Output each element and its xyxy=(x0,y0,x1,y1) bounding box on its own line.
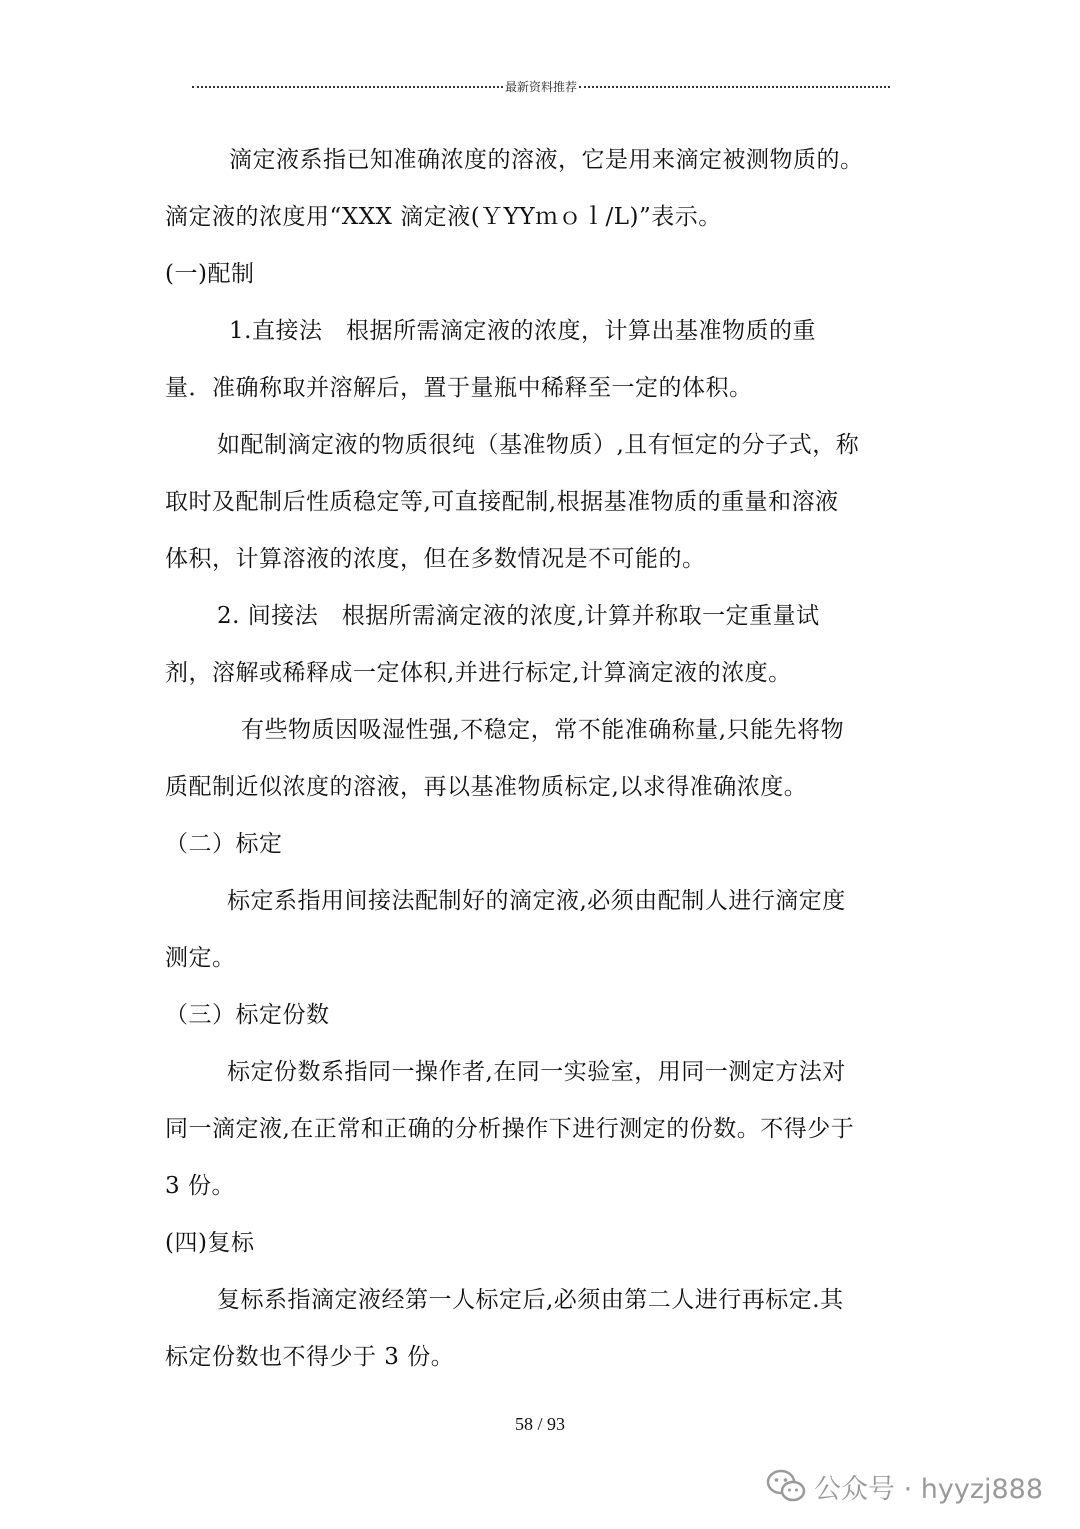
paragraph-line: 标定份数系指同一操作者,在同一实验室，用同一测定方法对 xyxy=(227,1059,846,1085)
paragraph-line: 有些物质因吸湿性强,不稳定，常不能准确称量,只能先将物 xyxy=(241,717,845,743)
paragraph-line: 滴定液的浓度用“XXX 滴定液(ＹYYｍｏｌ/L)”表示。 xyxy=(165,204,722,230)
watermark-text: 公众号 · hyyzj888 xyxy=(814,1473,1044,1505)
paragraph-line: 质配制近似浓度的溶液，再以基准物质标定,以求得准确浓度。 xyxy=(165,774,808,800)
document-body xyxy=(165,132,925,1386)
paragraph-line: 剂，溶解或稀释成一定体积,并进行标定,计算滴定液的浓度。 xyxy=(165,660,792,686)
paragraph-line: 1.直接法 根据所需滴定液的浓度，计算出基准物质的重 xyxy=(229,318,816,344)
paragraph-line: 滴定液系指已知准确浓度的溶液，它是用来滴定被测物质的。 xyxy=(229,147,864,173)
section-heading: （三）标定份数 xyxy=(165,1002,330,1028)
paragraph-line: 同一滴定液,在正常和正确的分析操作下进行测定的份数。不得少于 xyxy=(165,1116,855,1142)
paragraph-line: 取时及配制后性质稳定等,可直接配制,根据基准物质的重量和溶液 xyxy=(165,489,839,515)
wechat-icon xyxy=(766,1469,806,1503)
watermark xyxy=(766,1462,1043,1510)
header-text: 最新资料推荐 xyxy=(505,79,578,94)
header-dotted-rule-right xyxy=(579,86,890,88)
paragraph-line: 标定份数也不得少于 3 份。 xyxy=(165,1344,455,1370)
paragraph-line: 如配制滴定液的物质很纯（基准物质）,且有恒定的分子式，称 xyxy=(217,432,860,458)
header-dotted-rule-left xyxy=(192,86,503,88)
section-heading: (一)配制 xyxy=(165,261,255,287)
paragraph-line: 量．准确称取并溶解后，置于量瓶中稀释至一定的体积。 xyxy=(165,375,753,401)
paragraph-line: 复标系指滴定液经第一人标定后,必须由第二人进行再标定.其 xyxy=(217,1287,844,1313)
page-header xyxy=(192,76,890,96)
paragraph-line: 2. 间接法 根据所需滴定液的浓度,计算并称取一定重量试 xyxy=(217,603,820,629)
paragraph-line: 标定系指用间接法配制好的滴定液,必须由配制人进行滴定度 xyxy=(227,888,846,914)
page-number: 58 / 93 xyxy=(514,1414,565,1434)
paragraph-line: 测定。 xyxy=(165,945,236,971)
paragraph-line: 体积，计算溶液的浓度，但在多数情况是不可能的。 xyxy=(165,546,706,572)
section-heading: (四)复标 xyxy=(165,1230,255,1256)
section-heading: （二）标定 xyxy=(165,831,283,857)
paragraph-line: 3 份。 xyxy=(165,1173,235,1199)
